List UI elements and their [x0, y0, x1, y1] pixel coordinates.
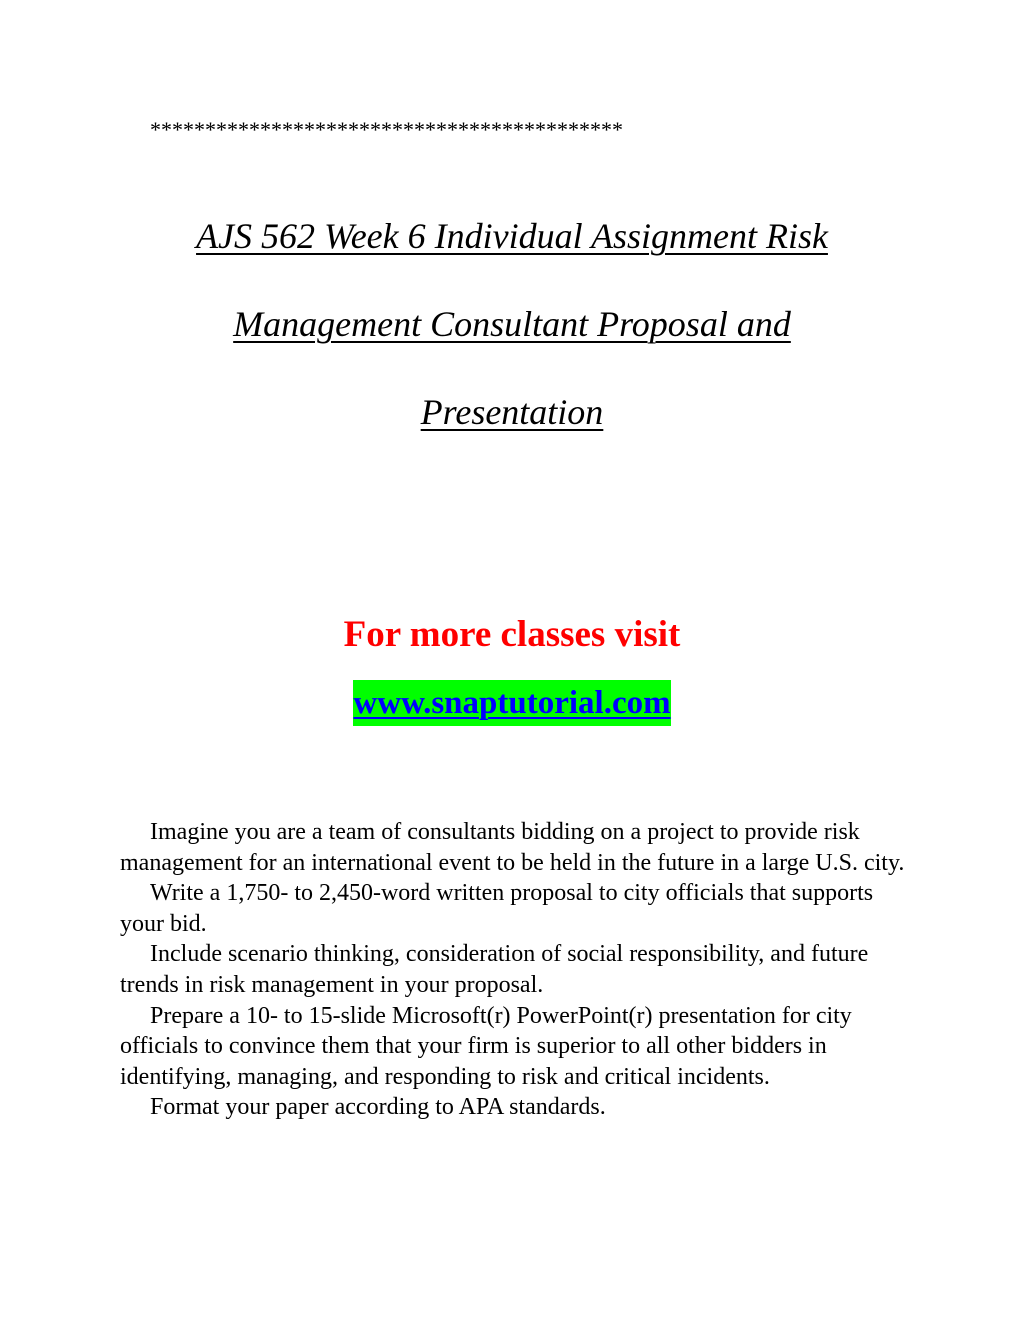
paragraph-5: Format your paper according to APA standards. — [150, 1094, 606, 1121]
title-line-2-text: Management Consultant Proposal and — [233, 304, 791, 344]
promo-text: For more classes visit — [343, 614, 681, 655]
assignment-description — [120, 817, 910, 1123]
title-line-2 — [0, 302, 1024, 346]
paragraph-2: Write a 1,750- to 2,450-word written proposal to city officials that supports your bid. — [120, 880, 874, 937]
paragraph-1: Imagine you are a team of consultants bidding on a project to provide risk management for an international event to be held in the future in a large U.S. city. — [120, 819, 905, 876]
paragraph-4: Prepare a 10- to 15-slide Microsoft(r) PowerPoint(r) presentation for city officials to convince them that your firm is superior to all other bidders in identifying, managing, and responding to risk and critical incidents. — [120, 1002, 852, 1090]
title-line-1 — [0, 214, 1024, 258]
website-link[interactable]: www.snaptutorial.com — [353, 680, 670, 726]
title-line-3 — [0, 390, 1024, 434]
separator-stars: ******************************************* — [150, 117, 623, 142]
link-container — [0, 680, 1024, 726]
title-line-1-text: AJS 562 Week 6 Individual Assignment Risk — [196, 216, 828, 256]
title-line-3-text: Presentation — [420, 392, 604, 432]
paragraph-3: Include scenario thinking, consideration of social responsibility, and future trends in risk management in your proposal. — [120, 941, 869, 998]
